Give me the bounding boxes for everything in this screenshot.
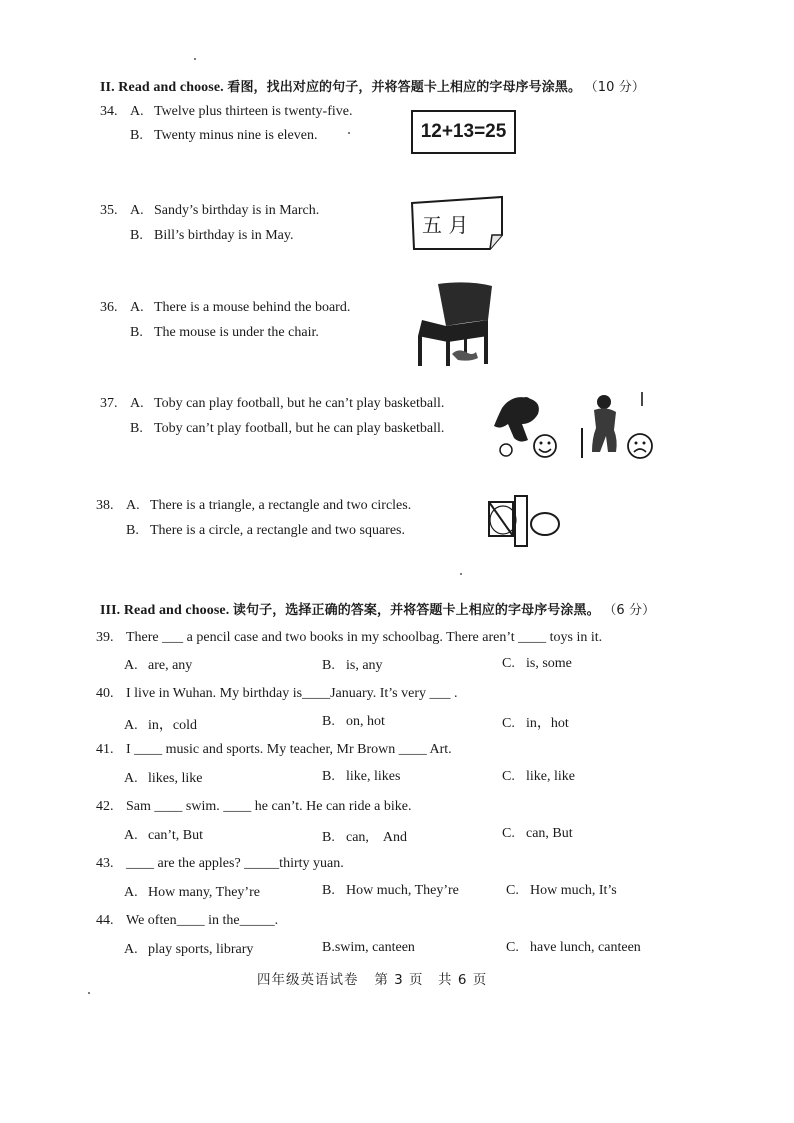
option-letter: B.	[130, 325, 143, 340]
football-basketball-icon	[482, 388, 662, 466]
option-letter: C.	[502, 826, 515, 841]
section-3-heading: III. Read and choose.	[100, 603, 230, 618]
question-number: 36.	[100, 300, 118, 315]
question-35-option-a	[100, 203, 319, 219]
option-letter: B.	[130, 128, 143, 143]
option-letter: B.	[322, 830, 335, 845]
question-42-option-b	[322, 826, 407, 846]
option-text: The mouse is under the chair.	[154, 325, 319, 340]
question-37-option-a	[100, 396, 444, 412]
option-text: in，hot	[526, 716, 569, 731]
option-text: play sports, library	[148, 942, 254, 957]
scan-speck	[194, 58, 196, 60]
question-40-stem	[96, 686, 458, 702]
option-text: Twenty minus nine is eleven.	[154, 128, 318, 143]
option-letter: A.	[130, 300, 144, 315]
option-letter: A.	[124, 942, 138, 957]
question-41-option-a	[124, 771, 202, 787]
option-letter: A.	[124, 718, 138, 733]
option-text: are, any	[148, 658, 193, 673]
option-letter: A.	[124, 658, 138, 673]
question-43-option-b	[322, 883, 459, 899]
option-text: Sandy’s birthday is in March.	[154, 203, 320, 218]
option-text: can’t, But	[148, 828, 203, 843]
option-text: There is a triangle, a rectangle and two circles.	[150, 498, 412, 513]
option-letter: C.	[502, 769, 515, 784]
option-text: How much, It’s	[530, 883, 617, 898]
question-text: We often____ in the_____.	[126, 913, 279, 928]
option-text: in，cold	[148, 718, 197, 733]
question-39-stem	[96, 630, 602, 646]
option-letter: C.	[502, 656, 515, 671]
option-text: There is a mouse behind the board.	[154, 300, 351, 315]
option-letter: B.	[130, 421, 143, 436]
option-text: like, like	[526, 769, 575, 784]
scan-speck	[88, 992, 90, 994]
question-number: 39.	[96, 630, 114, 645]
option-text: How many, They’re	[148, 885, 260, 900]
option-letter: A.	[130, 104, 144, 119]
section-2-heading: II. Read and choose.	[100, 80, 224, 95]
option-letter: A.	[124, 885, 138, 900]
section-3-points: （6 分）	[603, 603, 656, 618]
question-44-option-a	[124, 942, 253, 958]
option-letter: B.	[322, 883, 335, 898]
section-2-title	[100, 76, 645, 96]
question-number: 42.	[96, 799, 114, 814]
option-letter: B.	[322, 769, 335, 784]
equation-text: 12+13=25	[420, 121, 507, 142]
question-42-option-c	[502, 826, 573, 842]
option-text: There is a circle, a rectangle and two squares.	[150, 523, 405, 538]
question-44-stem	[96, 913, 278, 929]
chair-icon	[408, 280, 498, 368]
option-text: Twelve plus thirteen is twenty-five.	[154, 104, 353, 119]
option-text: like, likes	[346, 769, 401, 784]
option-text: have lunch, canteen	[530, 940, 641, 955]
scan-speck	[460, 573, 462, 575]
question-40-option-c	[502, 712, 569, 732]
question-37-option-b	[130, 421, 444, 437]
option-letter: C.	[502, 716, 515, 731]
option-letter: C.	[506, 883, 519, 898]
chair-picture	[408, 280, 498, 368]
option-text: can, And	[346, 830, 408, 845]
option-letter: B.	[322, 940, 335, 955]
question-number: 35.	[100, 203, 118, 218]
option-text: Toby can’t play football, but he can play basketball.	[154, 421, 445, 436]
sports-picture	[482, 388, 662, 466]
section-3-instruction: 读句子，选择正确的答案，并将答题卡上相应的字母序号涂黑。	[232, 603, 600, 618]
question-36-option-a	[100, 300, 350, 316]
footer-page-number: 第 3 页 共 6 页	[374, 972, 488, 988]
question-34-option-a	[100, 104, 352, 120]
section-3-title	[100, 599, 655, 619]
shapes-icon	[484, 490, 564, 550]
question-40-option-a	[124, 714, 197, 734]
question-number: 38.	[96, 498, 114, 513]
question-41-option-b	[322, 769, 400, 785]
question-42-stem	[96, 799, 412, 815]
option-text: can, But	[526, 826, 573, 841]
question-38-option-b	[126, 523, 405, 539]
section-2-points: （10 分）	[584, 80, 645, 95]
question-36-option-b	[130, 325, 319, 341]
scan-speck	[348, 132, 350, 134]
question-number: 40.	[96, 686, 114, 701]
question-44-option-c	[506, 940, 641, 956]
option-letter: C.	[506, 940, 519, 955]
option-letter: B.	[322, 658, 335, 673]
calendar-month-text: 五 月	[422, 213, 469, 237]
question-text: I ____ music and sports. My teacher, Mr Brown ____ Art.	[126, 742, 452, 757]
question-35-option-b	[130, 228, 293, 244]
question-number: 43.	[96, 856, 114, 871]
question-text: ____ are the apples? _____thirty yuan.	[126, 856, 344, 871]
question-41-stem	[96, 742, 452, 758]
option-letter: B.	[322, 714, 335, 729]
question-39-option-c	[502, 656, 572, 672]
option-text: likes, like	[148, 771, 203, 786]
option-letter: A.	[126, 498, 140, 513]
option-letter: A.	[124, 771, 138, 786]
question-text: Sam ____ swim. ____ he can’t. He can ride a bike.	[126, 799, 412, 814]
question-number: 37.	[100, 396, 118, 411]
question-41-option-c	[502, 769, 575, 785]
option-letter: B.	[130, 228, 143, 243]
question-text: I live in Wuhan. My birthday is____January. It’s very ___ .	[126, 686, 458, 701]
option-text: Toby can play football, but he can’t play basketball.	[154, 396, 445, 411]
question-number: 34.	[100, 104, 118, 119]
question-number: 44.	[96, 913, 114, 928]
footer-exam-title: 四年级英语试卷	[257, 972, 359, 988]
option-letter: A.	[124, 828, 138, 843]
option-letter: A.	[130, 203, 144, 218]
option-text: on, hot	[346, 714, 385, 729]
page-footer	[257, 968, 487, 988]
question-43-option-c	[506, 883, 617, 899]
question-44-option-b	[322, 940, 415, 956]
calendar-picture	[410, 195, 505, 251]
question-34-option-b	[130, 128, 318, 144]
option-text: Bill’s birthday is in May.	[154, 228, 294, 243]
question-40-option-b	[322, 714, 385, 730]
shapes-picture	[484, 490, 564, 550]
option-text: is, some	[526, 656, 572, 671]
section-2-instruction: 看图，找出对应的句子，并将答题卡上相应的字母序号涂黑。	[227, 80, 582, 95]
option-text: swim, canteen	[334, 940, 415, 955]
question-43-option-a	[124, 885, 260, 901]
question-text: There ___ a pencil case and two books in my schoolbag. There aren’t ____ toys in it.	[126, 630, 603, 645]
question-42-option-a	[124, 828, 203, 844]
option-text: How much, They’re	[346, 883, 459, 898]
question-number: 41.	[96, 742, 114, 757]
option-text: is, any	[346, 658, 383, 673]
option-letter: B.	[126, 523, 139, 538]
question-43-stem	[96, 856, 344, 872]
option-letter: A.	[130, 396, 144, 411]
question-39-option-a	[124, 658, 192, 674]
equation-picture	[411, 110, 516, 154]
question-38-option-a	[96, 498, 411, 514]
question-39-option-b	[322, 658, 383, 674]
